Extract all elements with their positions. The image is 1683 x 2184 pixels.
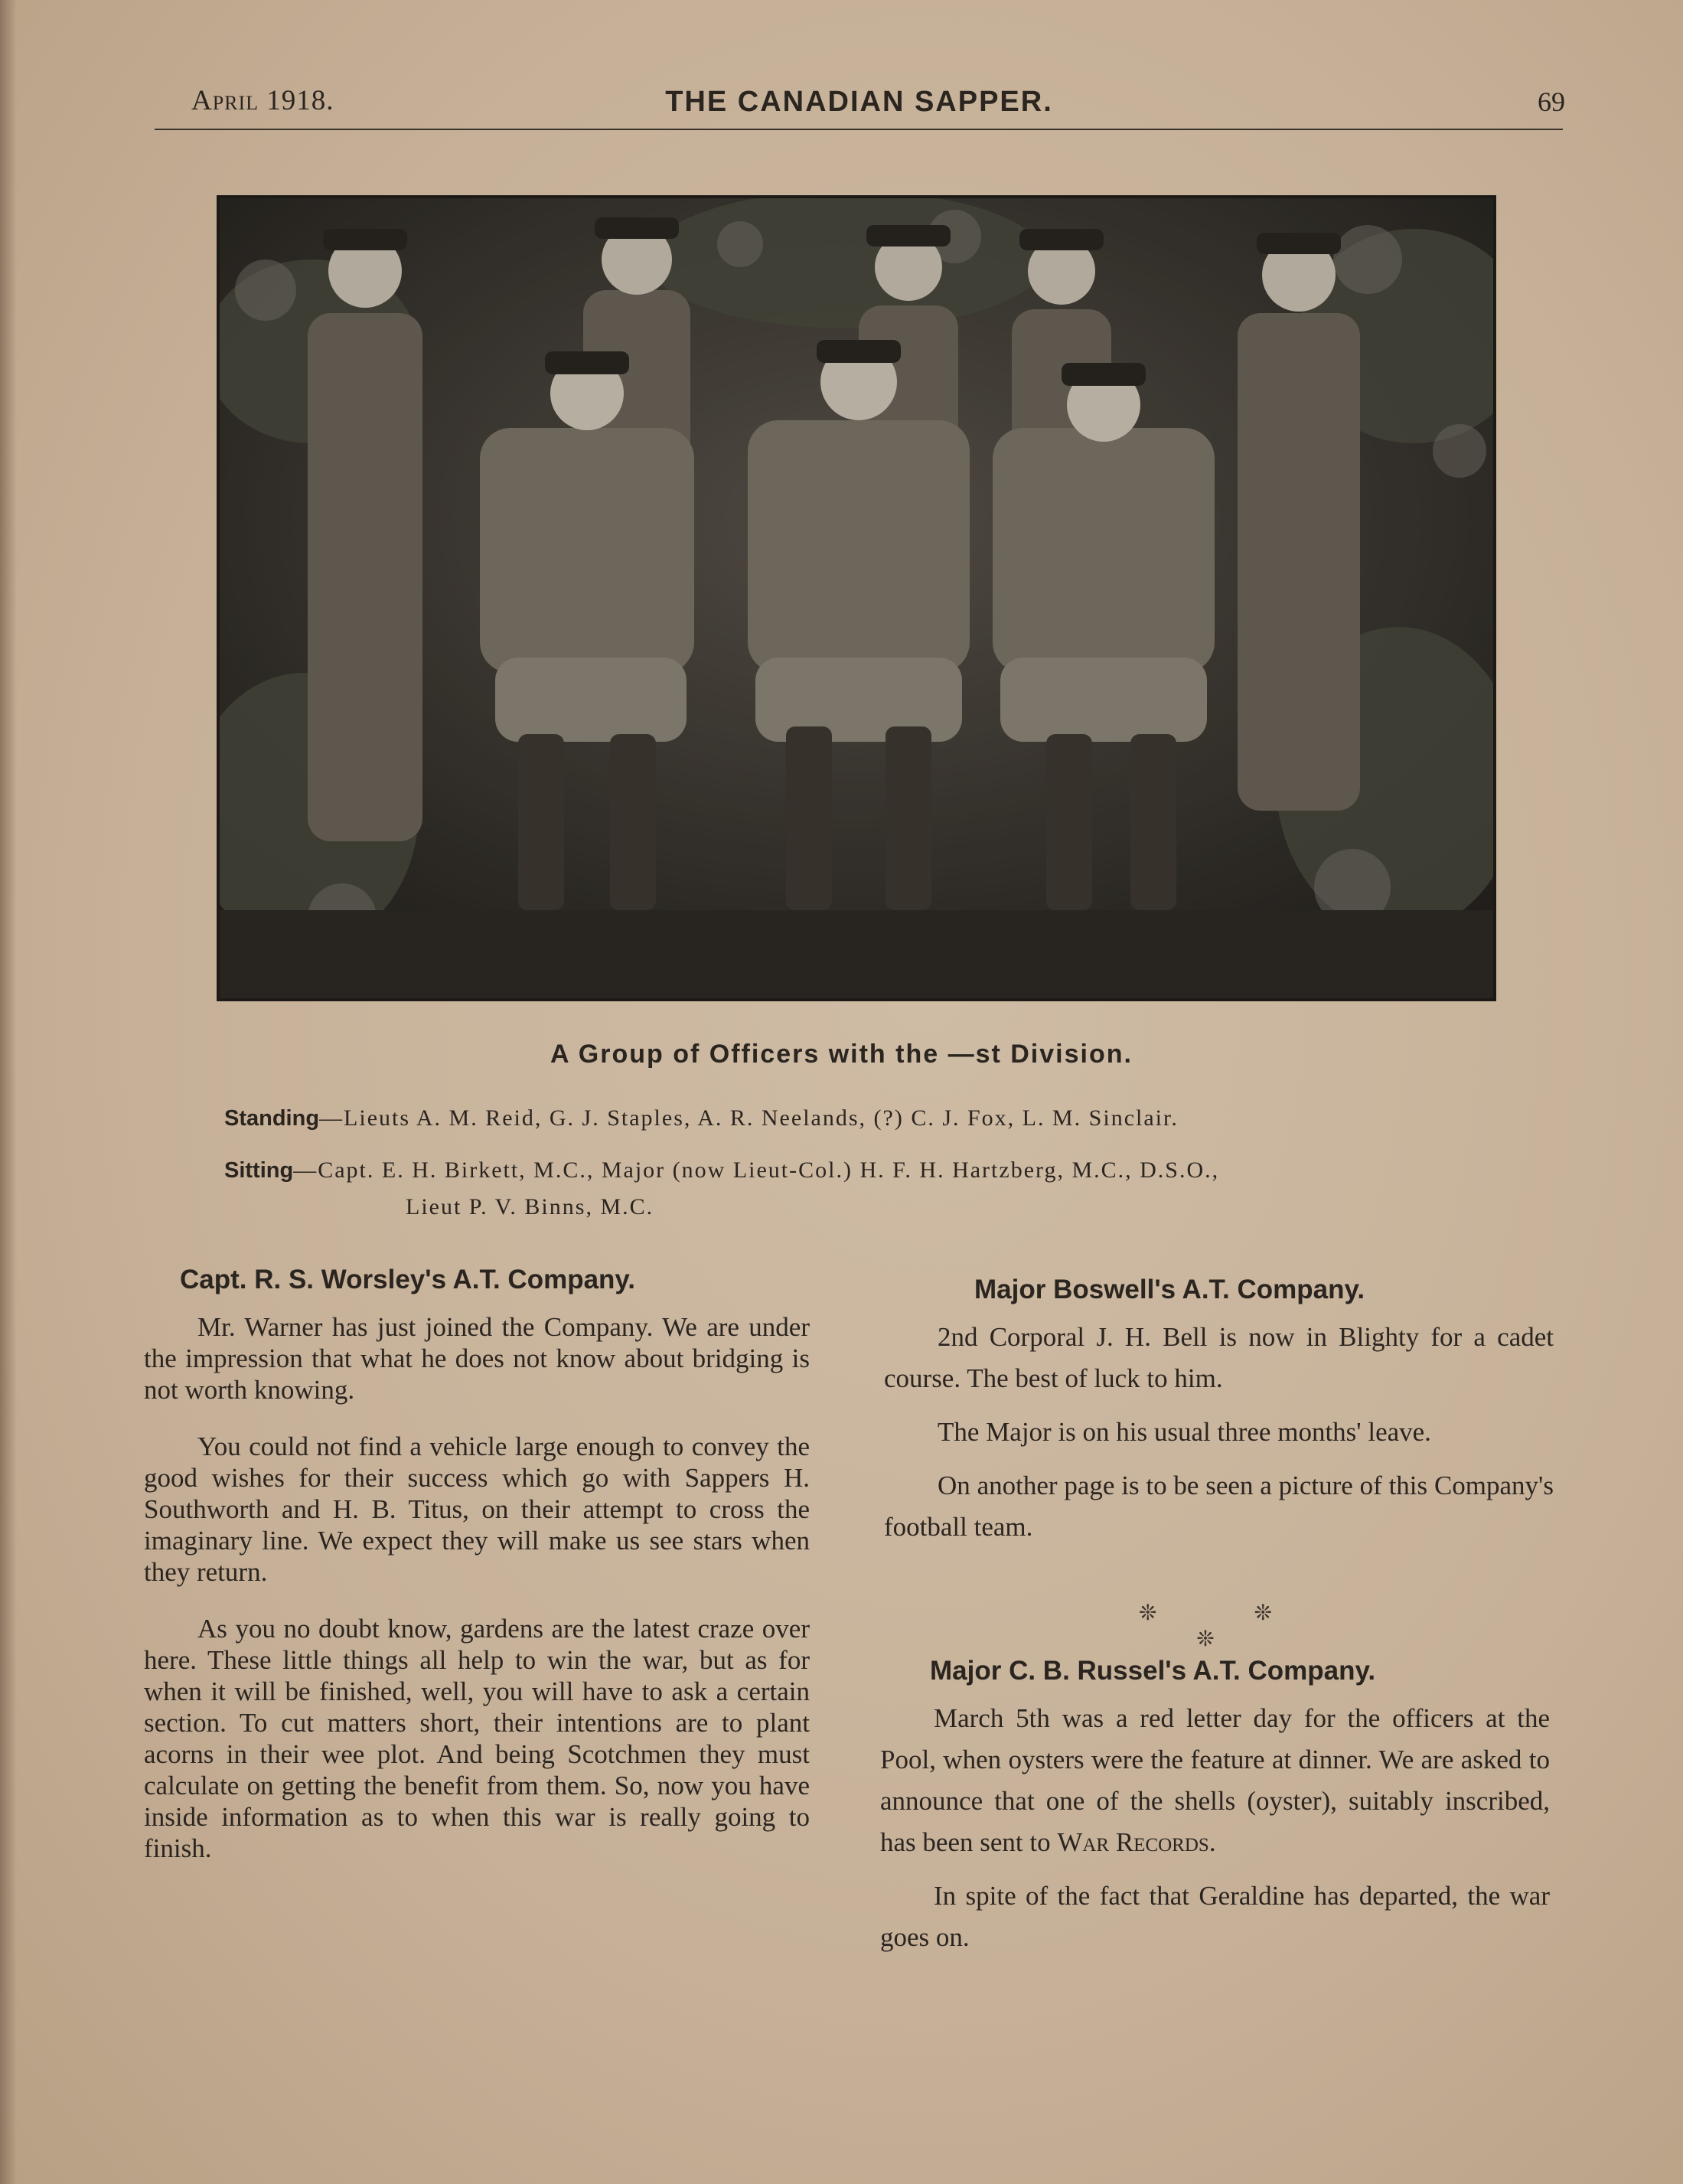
standing-label: Standing xyxy=(224,1106,320,1131)
war-records-text: War Records. xyxy=(1057,1827,1216,1857)
group-photo xyxy=(217,195,1496,1001)
sitting-label: Sitting xyxy=(224,1158,294,1183)
left-paragraph-2: You could not find a vehicle large enough to convey the good wishes for their success which go with Sappers H. Southworth and H. B. Titus, on their attempt to cross the imaginary line. We expect they will make us see stars when they return. xyxy=(144,1432,810,1587)
standing-names: —Lieuts A. M. Reid, G. J. Staples, A. R. Neelands, (?) C. J. Fox, L. M. Sinclair. xyxy=(319,1105,1179,1131)
caption-sitting-cont: Lieut P. V. Binns, M.C. xyxy=(406,1194,654,1219)
left-paragraph-3: As you no doubt know, gardens are the latest craze over here. These little things all help to win the war, but as for when it will be finished, well, you will have to ask a certain section. To cut matters short, their intentions are to plant acorns in their wee plot. And being Scotchmen they must calculate on getting the benefit from them. So, now you have inside information as to when this war is really going to finish. xyxy=(144,1614,810,1863)
publication-title: THE CANADIAN SAPPER. xyxy=(665,86,1053,118)
caption-sitting xyxy=(224,1157,1219,1183)
right-column-section-2 xyxy=(880,1698,1550,1970)
page-edge-shadow xyxy=(0,0,17,2184)
group-photo-illustration xyxy=(220,198,1493,998)
left-column-heading: Capt. R. S. Worsley's A.T. Company. xyxy=(180,1265,636,1294)
left-paragraph-1: Mr. Warner has just joined the Company. We are under the impression that what he does not know about bridging is not worth knowing. xyxy=(144,1312,810,1405)
section-separator: ❊ ❊ ❊ xyxy=(1139,1601,1318,1651)
page-header xyxy=(153,75,1565,129)
right-paragraph-1: 2nd Corporal J. H. Bell is now in Blighty for a cadet course. The best of luck to him. xyxy=(884,1322,1554,1393)
photo-caption-title: A Group of Officers with the —st Division. xyxy=(550,1040,1133,1069)
right-paragraph-3: On another page is to be seen a picture of this Company's football team. xyxy=(884,1471,1554,1542)
issue-date: April 1918. xyxy=(191,85,334,116)
right-column-section-1 xyxy=(884,1317,1554,1560)
sitting-names: —Capt. E. H. Birkett, M.C., Major (now Lieut-Col.) H. F. H. Hartzberg, M.C., D.S.O., xyxy=(293,1157,1220,1183)
caption-standing xyxy=(224,1105,1179,1131)
page-number: 69 xyxy=(1538,87,1565,117)
right-paragraph-4-text: March 5th was a red letter day for the officers at the Pool, when oysters were the feature at dinner. We are asked to announce that one of the shells (oyster), suitably inscribed, has been sent to xyxy=(880,1703,1550,1857)
right-paragraph-4 xyxy=(880,1698,1550,1863)
header-rule xyxy=(155,129,1563,130)
right-column-heading-2: Major C. B. Russel's A.T. Company. xyxy=(930,1656,1376,1686)
right-paragraph-5: In spite of the fact that Geraldine has departed, the war goes on. xyxy=(880,1881,1550,1952)
right-column-heading-1: Major Boswell's A.T. Company. xyxy=(974,1275,1365,1304)
right-paragraph-2: The Major is on his usual three months' leave. xyxy=(938,1417,1431,1447)
left-column-body xyxy=(144,1311,810,1889)
